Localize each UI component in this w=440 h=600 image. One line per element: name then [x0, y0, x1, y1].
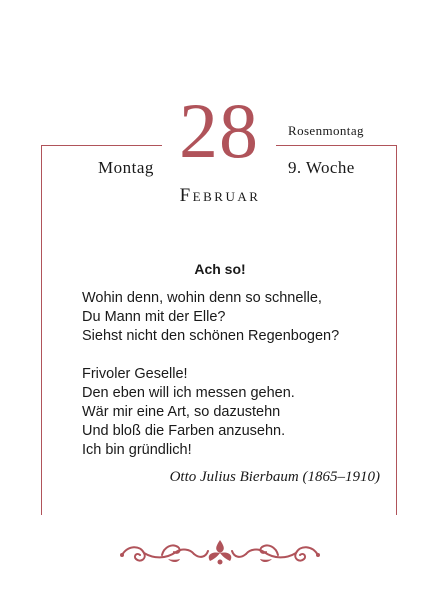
- holiday-label: Rosenmontag: [288, 123, 364, 138]
- poem-line: Siehst nicht den schönen Regenbogen?: [82, 328, 340, 344]
- frame-line-left: [41, 145, 42, 515]
- frame-line-right: [396, 145, 397, 515]
- poem-line: Den eben will ich messen gehen.: [82, 385, 295, 401]
- poem-author: Otto Julius Bierbaum (1865–1910): [169, 469, 380, 485]
- frame-line-top-right: [276, 145, 397, 146]
- poem-line: Frivoler Geselle!: [82, 366, 188, 382]
- weekday-label: Montag: [98, 158, 154, 177]
- poem-line: Und bloß die Farben anzusehn.: [82, 423, 286, 439]
- poem-line: Du Mann mit der Elle?: [82, 309, 226, 325]
- flourish-ornament-icon: [118, 537, 322, 567]
- poem-line: Wohin denn, wohin denn so schnelle,: [82, 290, 322, 306]
- day-number: 28: [179, 87, 259, 174]
- month-label: Februar: [179, 185, 261, 206]
- poem-stanza-2: [82, 365, 295, 460]
- poem-line: Ich bin gründlich!: [82, 442, 192, 458]
- frame-line-top-left: [41, 145, 162, 146]
- poem-title: Ach so!: [194, 261, 246, 277]
- poem-stanza-1: [82, 289, 339, 346]
- week-number-label: 9. Woche: [288, 158, 355, 177]
- poem-line: Wär mir eine Art, so dazustehn: [82, 404, 281, 420]
